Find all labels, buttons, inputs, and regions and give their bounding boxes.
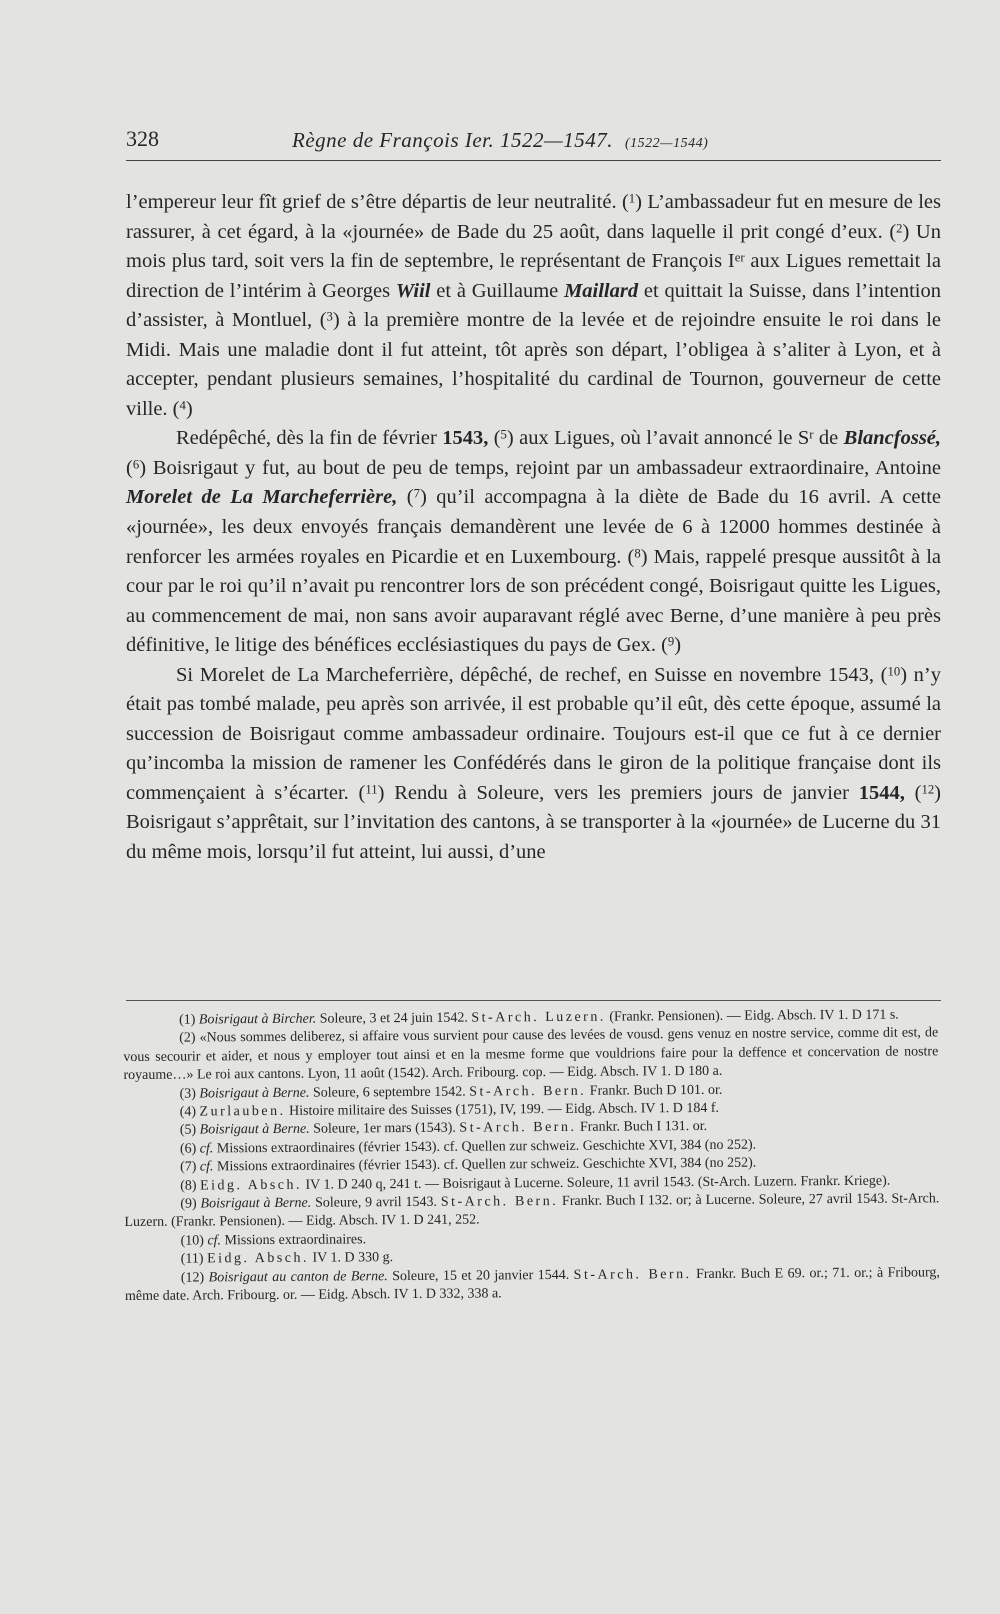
text-run: (	[397, 486, 414, 509]
footnote-ref: 10	[887, 664, 901, 679]
footnote-separator	[126, 1000, 941, 1001]
footnote-archive: St-Arch. Bern.	[469, 1083, 587, 1100]
running-date-range: (1522—1544)	[624, 136, 709, 151]
superscript: r	[809, 427, 814, 442]
footnote-ref: 11	[365, 782, 378, 797]
text-run: et quittait la Suisse, dans l’intention d’assister, à Montluel, (	[126, 279, 941, 332]
footnote-text: Histoire militaire des Suisses (1751), IV, 199. — Eidg. Absch. IV 1. D 184 f.	[285, 1100, 720, 1119]
person-name: Morelet de La Marcheferrière,	[126, 486, 398, 509]
footnote-text: Missions extraordinaires	[213, 1140, 359, 1157]
footnote-ref: 7	[413, 486, 420, 501]
text-run: ) Rendu à Soleure, vers les premiers jours de janvier	[377, 781, 859, 804]
footnote-ref: 3	[326, 309, 333, 324]
footnote-source: cf.	[199, 1141, 214, 1157]
footnote-text: Soleure, 1er mars (1543).	[309, 1121, 460, 1138]
footnote-text: Frankr. Buch I 132. or; à Lucerne. Soleure, 27 avril 1543. St-Arch. Luzern. (Frankr. Pensionen). — Eidg. Absch. IV 1. D 241, 252.	[124, 1191, 940, 1231]
running-title	[292, 128, 708, 153]
footnote-number: (12)	[180, 1270, 205, 1286]
footnote-text: (février 1543). cf. Quellen zur schweiz. Geschichte XVI, 384 (no 252).	[358, 1155, 757, 1174]
footnote-text: IV 1. D 330 g.	[308, 1250, 394, 1266]
running-header	[126, 120, 941, 161]
footnote	[124, 1190, 939, 1233]
footnote-text: IV 1. D 240 q, 241 t. — Boisrigaut à Lucerne. Soleure, 11 avril 1543. (St-Arch. Luzern. Frankr. Kriege).	[301, 1173, 891, 1193]
text-run: l’empereur leur fît grief de s’être départis de leur neutralité. (	[126, 191, 629, 213]
footnote-number: (3)	[179, 1086, 196, 1102]
footnote-ref: 12	[921, 782, 935, 797]
person-name: Blancfossé,	[843, 427, 942, 450]
footnote-number: (1)	[179, 1012, 196, 1028]
footnote-text: Frankr. Buch D 101. or.	[586, 1082, 723, 1099]
footnote-source: Boisrigaut à Berne.	[199, 1122, 310, 1138]
footnote-source: Boisrigaut au canton de Berne.	[208, 1268, 388, 1286]
footnote-number: (10)	[180, 1233, 204, 1249]
main-text	[126, 188, 941, 868]
footnote	[123, 1025, 938, 1086]
footnote-ref: 9	[667, 634, 675, 649]
footnote-number: (9)	[180, 1196, 197, 1212]
footnote-source: Boisrigaut à Berne.	[200, 1195, 312, 1212]
text-run: ) aux Ligues, où l’avait annoncé le S	[506, 427, 810, 450]
text-run: ) n’y était pas tombé malade, peu après son arrivée, il est probable qu’il eût, dès cette époque, assumé la succession de Boisrigaut comme ambassadeur ordinaire. Toujours est-il que ce fut à ce dernier qu’incomba la mission de ramener les Confédérés dans le giron de la politique française dont ils commençaient à s’écarter. (	[126, 663, 941, 804]
text-run: ) Un mois plus tard, soit vers la fin de septembre, le représentant de François I	[126, 220, 941, 273]
paragraph-1	[126, 188, 941, 424]
footnote	[125, 1264, 940, 1307]
footnote-text: Frankr. Buch E 69. or.; 71. or.; à Fribourg, même date. Arch. Fribourg. or. — Eidg. Absch. IV 1. D 332, 338 a.	[124, 1264, 940, 1305]
footnote-number: (7)	[180, 1159, 197, 1175]
footnote-archive: St-Arch. Bern.	[459, 1120, 577, 1137]
footnote-archive: Eidg. Absch.	[206, 1250, 310, 1267]
footnote-archive: St-Arch. Bern.	[573, 1266, 692, 1283]
text-run: (	[126, 456, 133, 479]
footnote-text: Le roi aux cantons. Lyon, 11 août (1542). Arch. Fribourg. cop. — Eidg. Absch. IV 1. D 180 a.	[196, 1064, 723, 1083]
superscript: er	[734, 250, 745, 265]
footnote-number: (5)	[179, 1122, 197, 1139]
footnote-number: (2)	[179, 1030, 196, 1047]
footnote-number: (11)	[180, 1251, 204, 1267]
footnote-text: Soleure, 9 avril 1543.	[311, 1194, 441, 1211]
footnote-text: «Nous sommes deliberez, si affaire vous survient pour cause des levées de vousd. gens venuz en nostre service, comme dit est, de vous secourir et aider, et nous y employer tout ainsi et en la mesme forme que vouldrions faire pour la deffence et concervation de nostre royaume…»	[123, 1025, 939, 1084]
text-run: (	[488, 427, 501, 450]
text-run: ) Boisrigaut y fut, au bout de peu de temps, rejoint par un ambassadeur extraordinaire, Antoine	[139, 456, 941, 479]
text-run: de	[813, 427, 844, 450]
text-run: ) à la première montre de la levée et de rejoindre ensuite le roi dans le Midi. Mais une maladie dont il fut atteint, tôt après son départ, l’obligea à s’aliter à Lyon, et à accepter, pendant plusieurs semaines, l’hospitalité du cardinal de Tournon, gouverneur de cette ville. (	[126, 309, 942, 420]
text-run: ) Boisrigaut s’apprêtait, sur l’invitation des cantons, à se transporter à la «journée» de Lucerne du 31 du même mois, lorsqu’il fut atteint, lui aussi, d’une	[126, 781, 941, 864]
footnote-text: (février 1543). cf. Quellen zur schweiz. Geschichte XVI, 384 (no 252).	[358, 1137, 757, 1156]
year: 1544,	[858, 781, 905, 804]
paragraph-2	[126, 424, 941, 660]
footnote-text: Soleure, 6 septembre 1542.	[309, 1084, 470, 1101]
footnote-archive: St-Arch. Luzern.	[471, 1009, 606, 1026]
page-number: 328	[126, 126, 159, 151]
person-name: Maillard	[564, 279, 639, 302]
paragraph-3	[126, 661, 941, 868]
footnote-ref: 4	[179, 398, 186, 413]
text-run: ) qu’il accompagna à la diète de Bade du 16 avril. A cette «journée», les deux envoyés français demandèrent une levée de 6 à 12000 hommes destinée à renforcer les armées royales en Picardie et en Luxembourg. (	[126, 486, 942, 568]
footnote-ref: 6	[132, 457, 140, 472]
text-run: (	[904, 781, 922, 804]
footnote-text: Frankr. Buch I 131. or.	[576, 1119, 708, 1136]
text-run: et à Guillaume	[430, 279, 565, 302]
footnote-archive: Eidg. Absch.	[199, 1177, 303, 1194]
footnote-text: Soleure, 3 et 24 juin 1542.	[316, 1010, 472, 1027]
running-title-text: Règne de François Ier. 1522—1547.	[292, 128, 613, 152]
footnote-text: Soleure, 15 et 20 janvier 1544.	[387, 1267, 574, 1284]
footnote-ref: 2	[896, 220, 903, 235]
footnote-text: Missions extraordinaires.	[220, 1232, 367, 1249]
footnote-archive: St-Arch. Bern.	[440, 1194, 559, 1210]
footnote-ref: 8	[634, 545, 641, 560]
footnote-number: (8)	[180, 1178, 197, 1194]
footnote-source: cf.	[199, 1159, 214, 1175]
text-run: Si Morelet de La Marcheferrière, dépêché, de rechef, en Suisse en novembre 1543, (	[176, 663, 888, 686]
footnote-text: (Frankr. Pensionen). — Eidg. Absch. IV 1. D 171 s.	[605, 1007, 899, 1025]
year: 1543,	[442, 427, 489, 450]
footnote-archive: Zurlauben.	[199, 1103, 286, 1120]
person-name: Wiil	[395, 279, 431, 302]
footnote-text: Missions extraordinaires	[213, 1158, 359, 1175]
footnote-source: Boisrigaut à Berne.	[199, 1085, 310, 1102]
footnote-ref: 5	[500, 427, 507, 442]
text-run: ) Mais, rappelé presque aussitôt à la cour par le roi qu’il n’avait pu rencontrer lors de son précédent congé, Boisrigaut quitte les Ligues, au commencement de mai, non sans avoir auparavant réglé avec Berne, d’une manière à peu près définitive, le litige des bénéfices ecclésiastiques du pays de Gex. (	[126, 545, 941, 657]
footnote-ref: 1	[628, 191, 636, 206]
text-run: )	[674, 634, 682, 657]
text-run: aux Ligues remettait la direction de l’intérim à Georges	[126, 250, 941, 302]
footnote-source: cf.	[207, 1233, 222, 1249]
text-run: ) L’ambassadeur fut en mesure de les rassurer, à cet égard, à la «journée» de Bade du 25 août, dans laquelle il prit congé d’eux. (	[126, 191, 941, 243]
footnote-number: (4)	[179, 1104, 197, 1120]
footnote-source: Boisrigaut à Bircher.	[198, 1011, 317, 1028]
text-run: Redépêché, dès la fin de février	[176, 427, 443, 450]
footnotes	[123, 1006, 940, 1306]
text-run: )	[185, 397, 193, 420]
footnote-number: (6)	[179, 1141, 197, 1157]
